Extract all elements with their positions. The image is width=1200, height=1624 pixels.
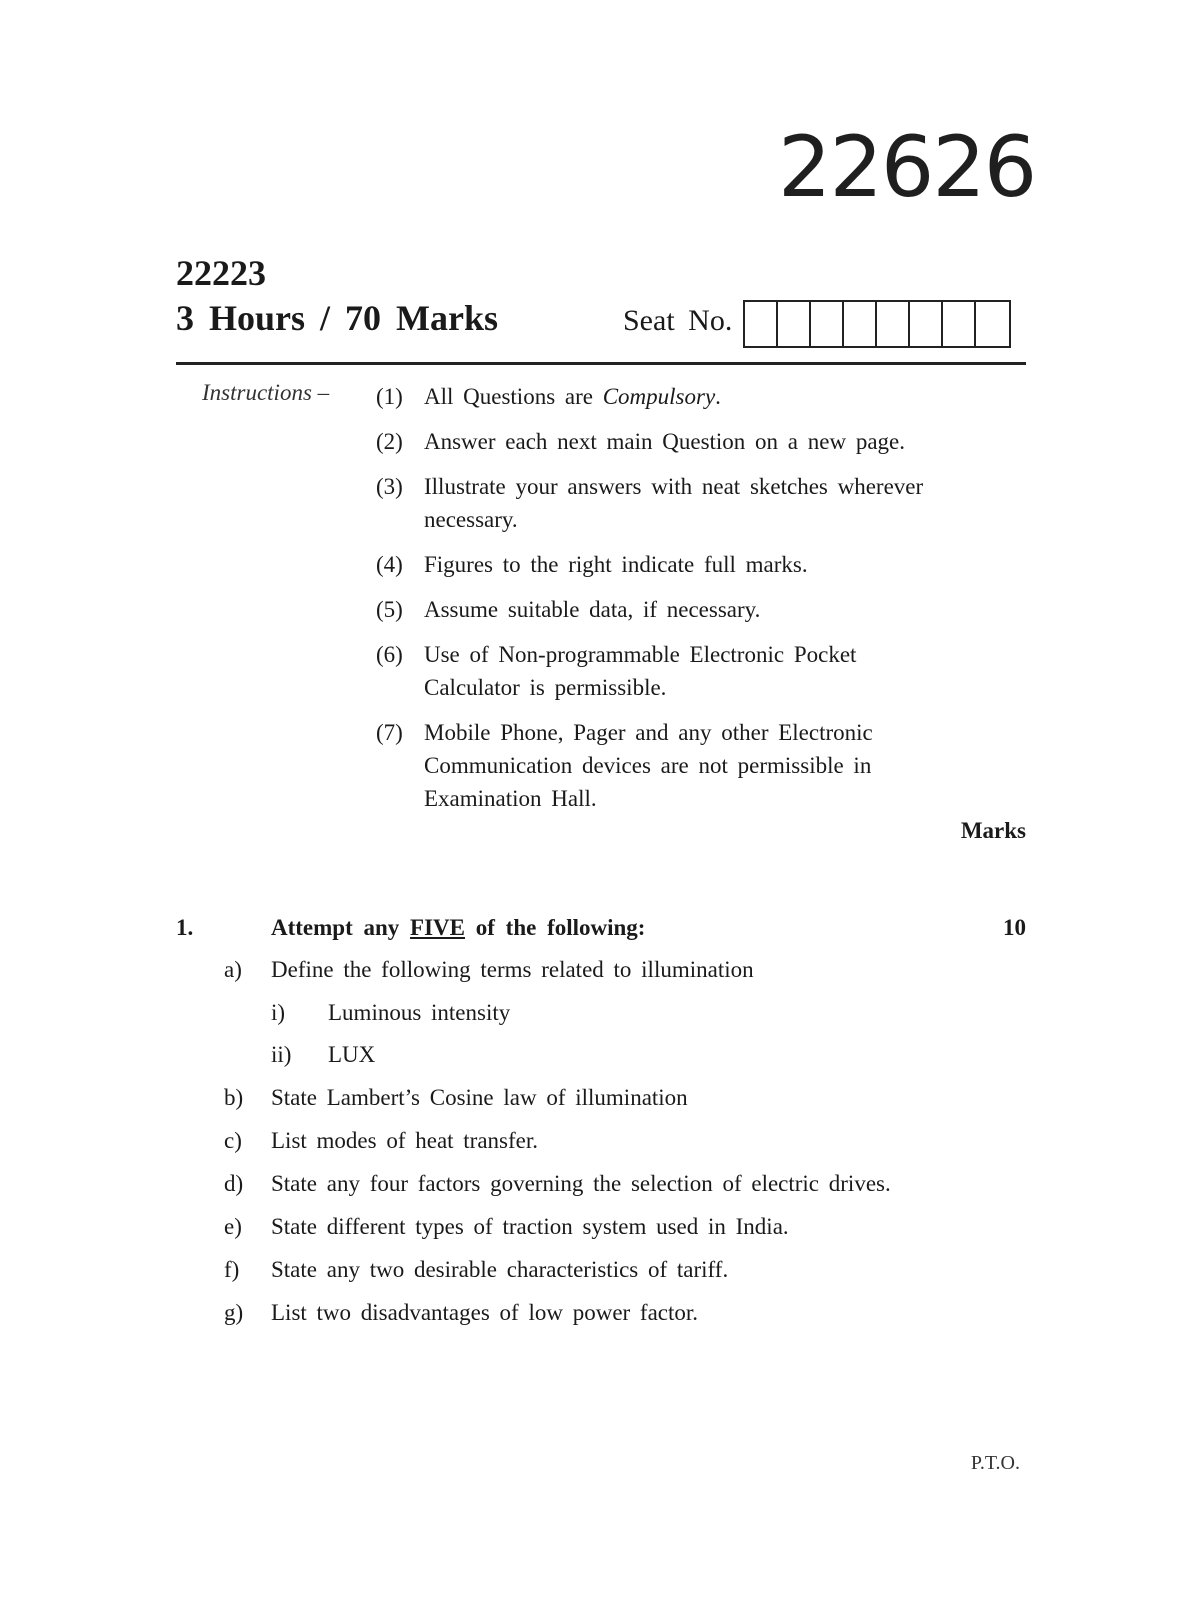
header-divider — [176, 362, 1026, 365]
instruction-number: (7) — [376, 720, 403, 745]
part-text: State any four factors governing the selection of electric drives. — [271, 1171, 891, 1196]
part-text: List modes of heat transfer. — [271, 1128, 539, 1153]
seat-number-boxes[interactable] — [743, 300, 1011, 348]
duration-marks: 3 Hours / 70 Marks — [176, 298, 499, 338]
part-label: f) — [224, 1257, 240, 1282]
part-label: c) — [224, 1128, 242, 1153]
underlined-emphasis: FIVE — [410, 915, 465, 940]
instruction-text: Assume suitable data, if necessary. — [424, 597, 761, 622]
question-number: 1. — [176, 915, 194, 940]
marks-column-heading: Marks — [960, 818, 1026, 843]
seat-number-label: Seat No. — [623, 304, 733, 337]
seat-digit-box[interactable] — [745, 302, 778, 346]
instruction-text: Figures to the right indicate full marks. — [424, 552, 808, 577]
seat-digit-box[interactable] — [877, 302, 910, 346]
part-label: b) — [224, 1085, 244, 1110]
subpart-label: ii) — [271, 1042, 292, 1067]
instruction-item — [376, 716, 936, 815]
part-text: State any two desirable characteristics of tariff. — [271, 1257, 729, 1282]
instruction-item — [376, 470, 996, 536]
instruction-item — [376, 593, 1026, 626]
instruction-item — [376, 548, 1026, 581]
instruction-item — [376, 425, 1026, 458]
subject-code: 22223 — [176, 253, 266, 293]
instruction-number: (1) — [376, 384, 403, 409]
subpart-label: i) — [271, 1000, 286, 1025]
seat-digit-box[interactable] — [844, 302, 877, 346]
instruction-number: (2) — [376, 429, 403, 454]
part-text: Define the following terms related to illumination — [271, 957, 754, 982]
part-label: d) — [224, 1171, 244, 1196]
part-label: a) — [224, 957, 242, 982]
part-label: g) — [224, 1300, 244, 1325]
instruction-text: Use of Non-programmable Electronic Pocket Calculator is permissible. — [424, 642, 857, 700]
emphasis-text: Compulsory — [602, 384, 716, 409]
seat-digit-box[interactable] — [910, 302, 943, 346]
subpart-text: Luminous intensity — [328, 1000, 511, 1025]
seat-digit-box[interactable] — [778, 302, 811, 346]
part-text: State different types of traction system used in India. — [271, 1214, 789, 1239]
part-label: e) — [224, 1214, 242, 1239]
seat-digit-box[interactable] — [943, 302, 976, 346]
instruction-text: Illustrate your answers with neat sketches wherever necessary. — [424, 474, 924, 532]
instruction-text: Answer each next main Question on a new page. — [424, 429, 905, 454]
part-text: State Lambert’s Cosine law of illumination — [271, 1085, 688, 1110]
part-text: List two disadvantages of low power factor. — [271, 1300, 699, 1325]
instruction-number: (3) — [376, 474, 403, 499]
paper-code-large: 22626 — [778, 118, 1036, 216]
instruction-number: (4) — [376, 552, 403, 577]
subpart-text: LUX — [328, 1042, 376, 1067]
please-turn-over: P.T.O. — [970, 1452, 1020, 1474]
instruction-text: Mobile Phone, Pager and any other Electronic Communication devices are not permissible in Examination Hall. — [424, 720, 873, 811]
instruction-item — [376, 638, 936, 704]
instruction-number: (5) — [376, 597, 403, 622]
question-marks: 10 — [1003, 915, 1026, 940]
seat-digit-box[interactable] — [811, 302, 844, 346]
question-title: Attempt any FIVE of the following: — [271, 915, 646, 940]
instruction-number: (6) — [376, 642, 403, 667]
instructions-label: Instructions – — [202, 380, 330, 405]
seat-digit-box[interactable] — [976, 302, 1009, 346]
instruction-item: (1) All Questions are Compulsory. — [376, 380, 1026, 413]
